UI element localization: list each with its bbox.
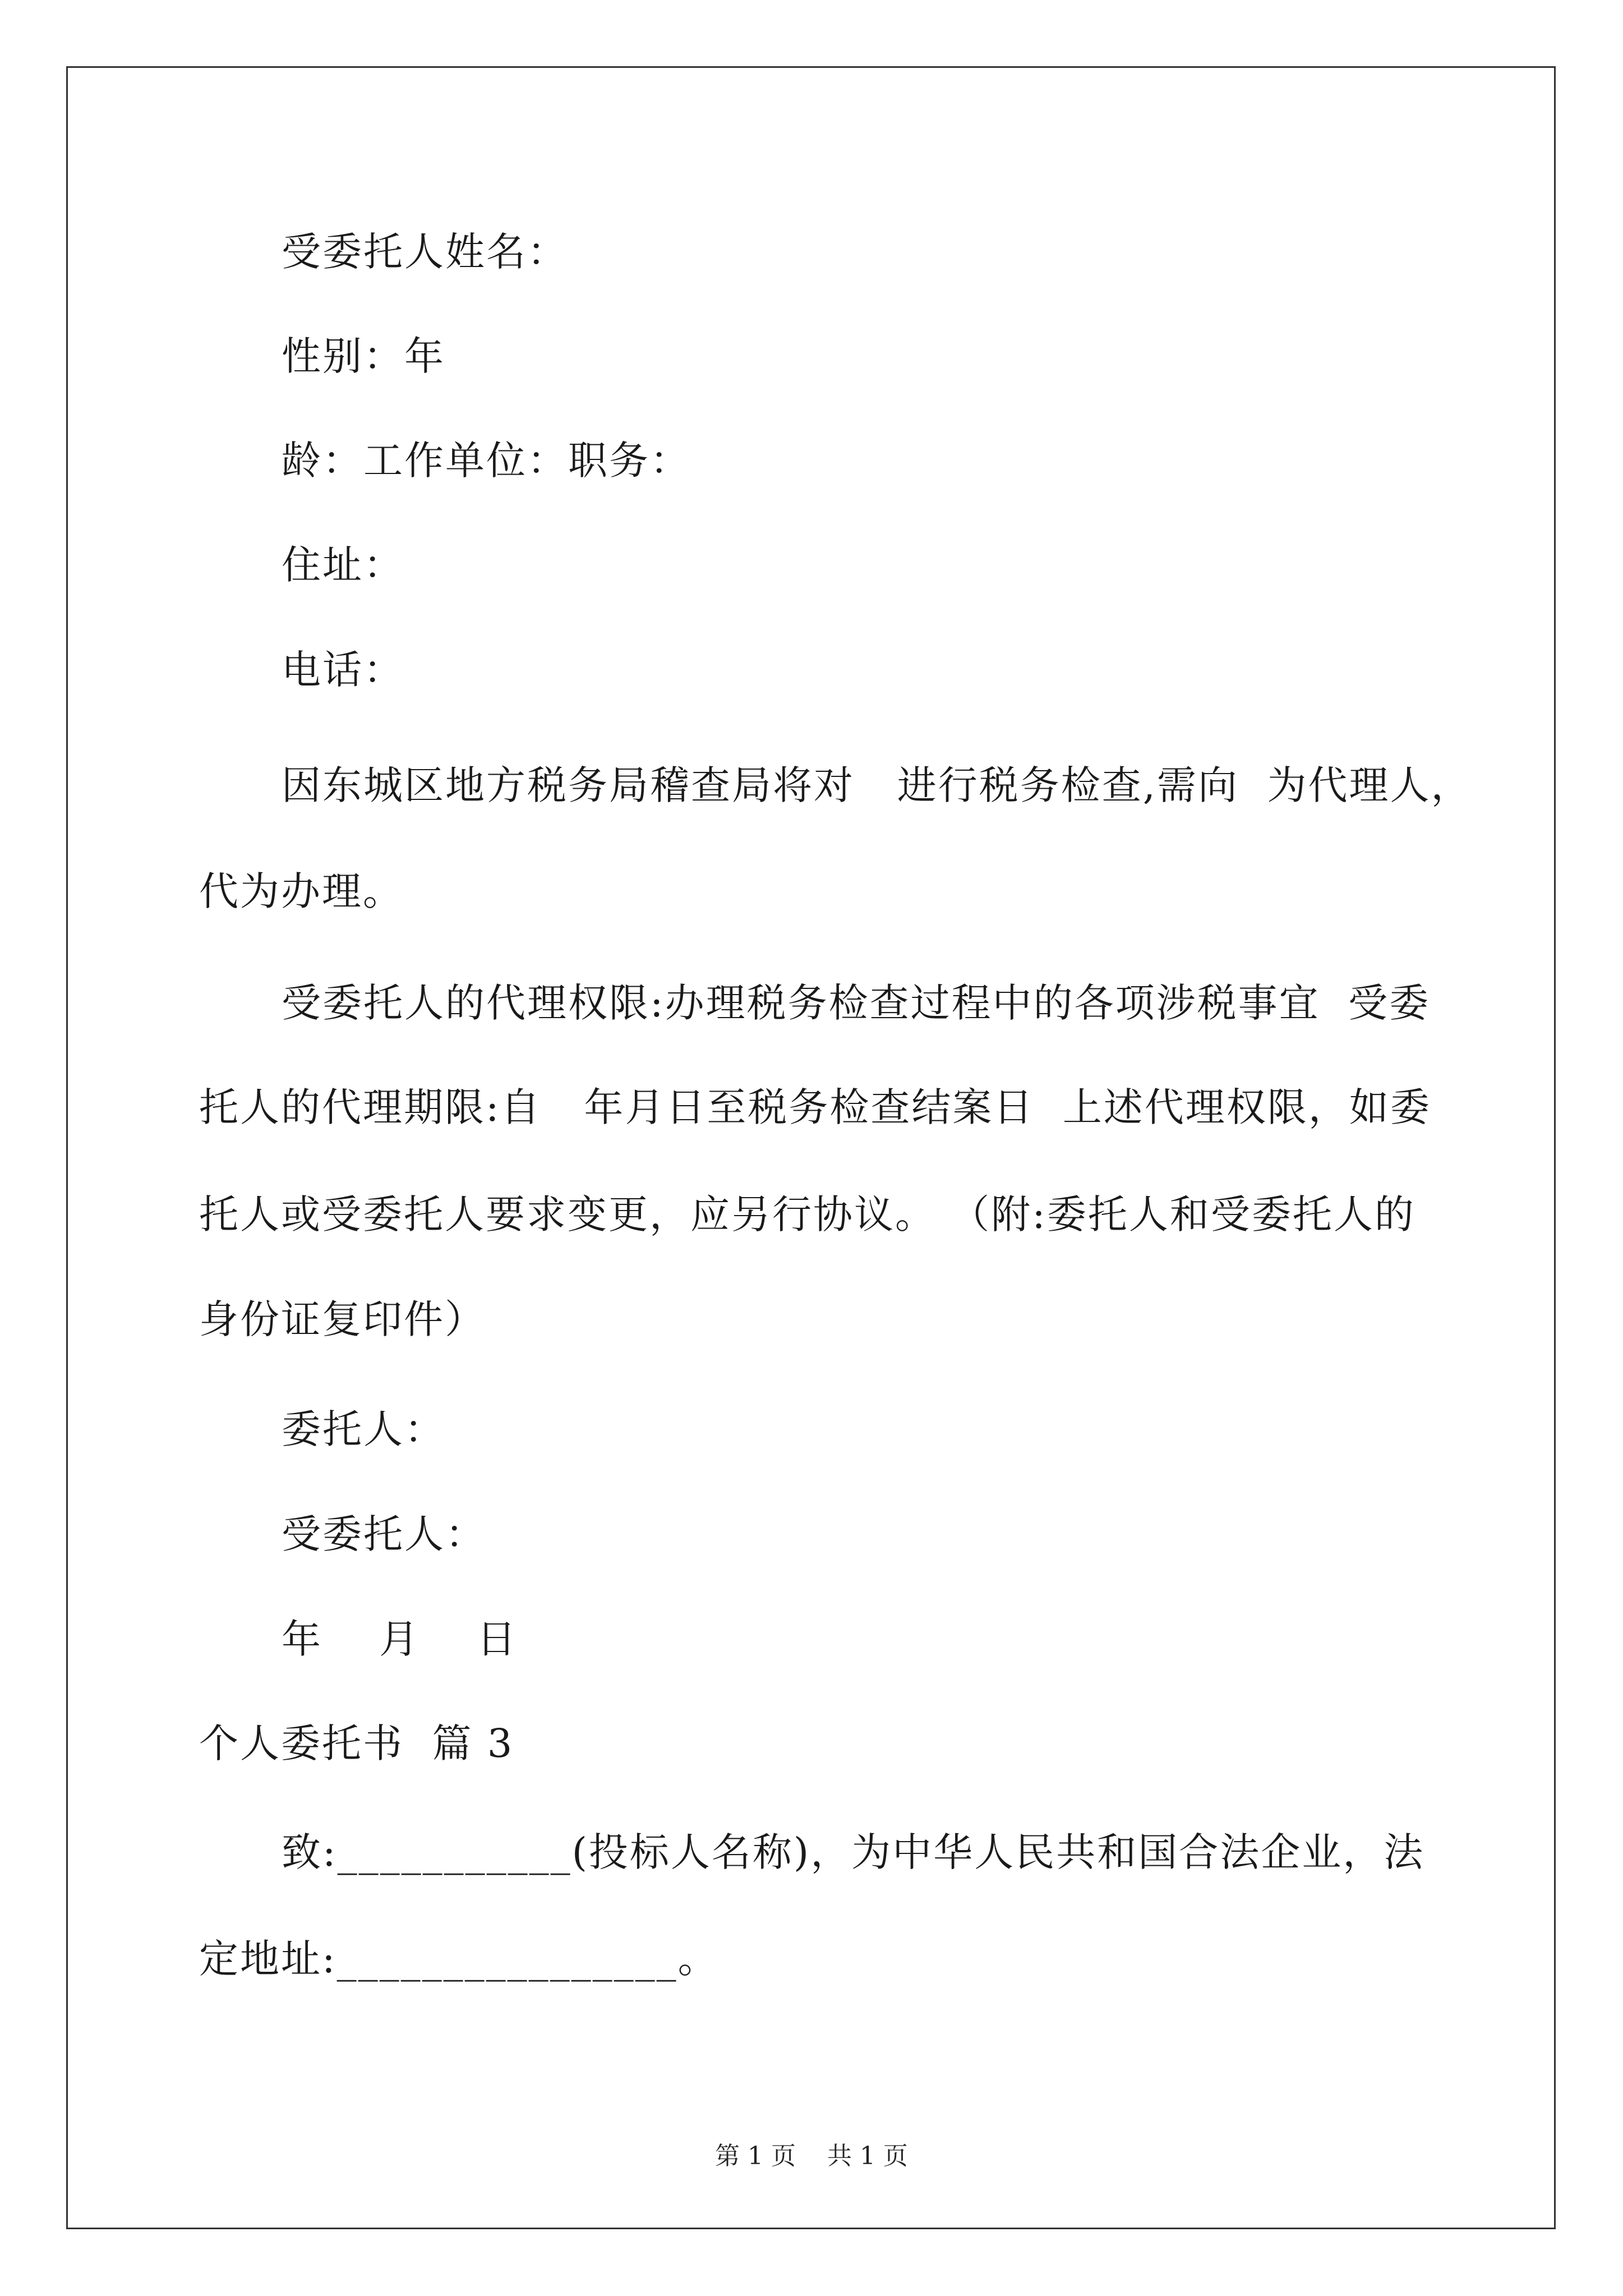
text-line-principal: 委托人： <box>282 1406 445 1452</box>
text-line-date: 年 月 日 <box>282 1616 518 1662</box>
text-line-change: 托人或受委托人要求变更，应另行协议。 （附:委托人和受委托人的 <box>199 1191 1415 1237</box>
text-line-authority-period: 托人的代理期限:自 年月日至税务检查结案日 上述代理权限，如委 <box>199 1084 1431 1130</box>
page-footer: 第 1 页 共 1 页 <box>715 2142 908 2170</box>
section-heading: 个人委托书 篇 3 <box>199 1720 514 1766</box>
text-line-legal-address: 定地址:________________。 <box>199 1936 719 1982</box>
text-line-trustee: 受委托人： <box>282 1511 486 1557</box>
text-line-phone: 电话： <box>282 647 404 693</box>
text-line-id-copy: 身份证复印件） <box>199 1296 486 1342</box>
text-line-addressee: 致:___________(投标人名称)，为中华人民共和国合法企业，法 <box>282 1829 1425 1875</box>
text-line-address: 住址： <box>282 542 404 588</box>
text-line-age-work: 龄：工作单位：职务： <box>282 438 691 484</box>
text-line-authority: 受委托人的代理权限:办理税务检查过程中的各项涉税事宜 受委 <box>282 980 1431 1026</box>
page-border <box>66 66 1556 2229</box>
text-line-trustee-name: 受委托人姓名： <box>282 229 568 275</box>
text-line-reason-cont: 代为办理。 <box>199 868 404 914</box>
text-line-gender: 性别：年 <box>282 333 445 379</box>
text-line-reason: 因东城区地方税务局稽查局将对 进行税务检查,需向 为代理人， <box>282 762 1472 808</box>
